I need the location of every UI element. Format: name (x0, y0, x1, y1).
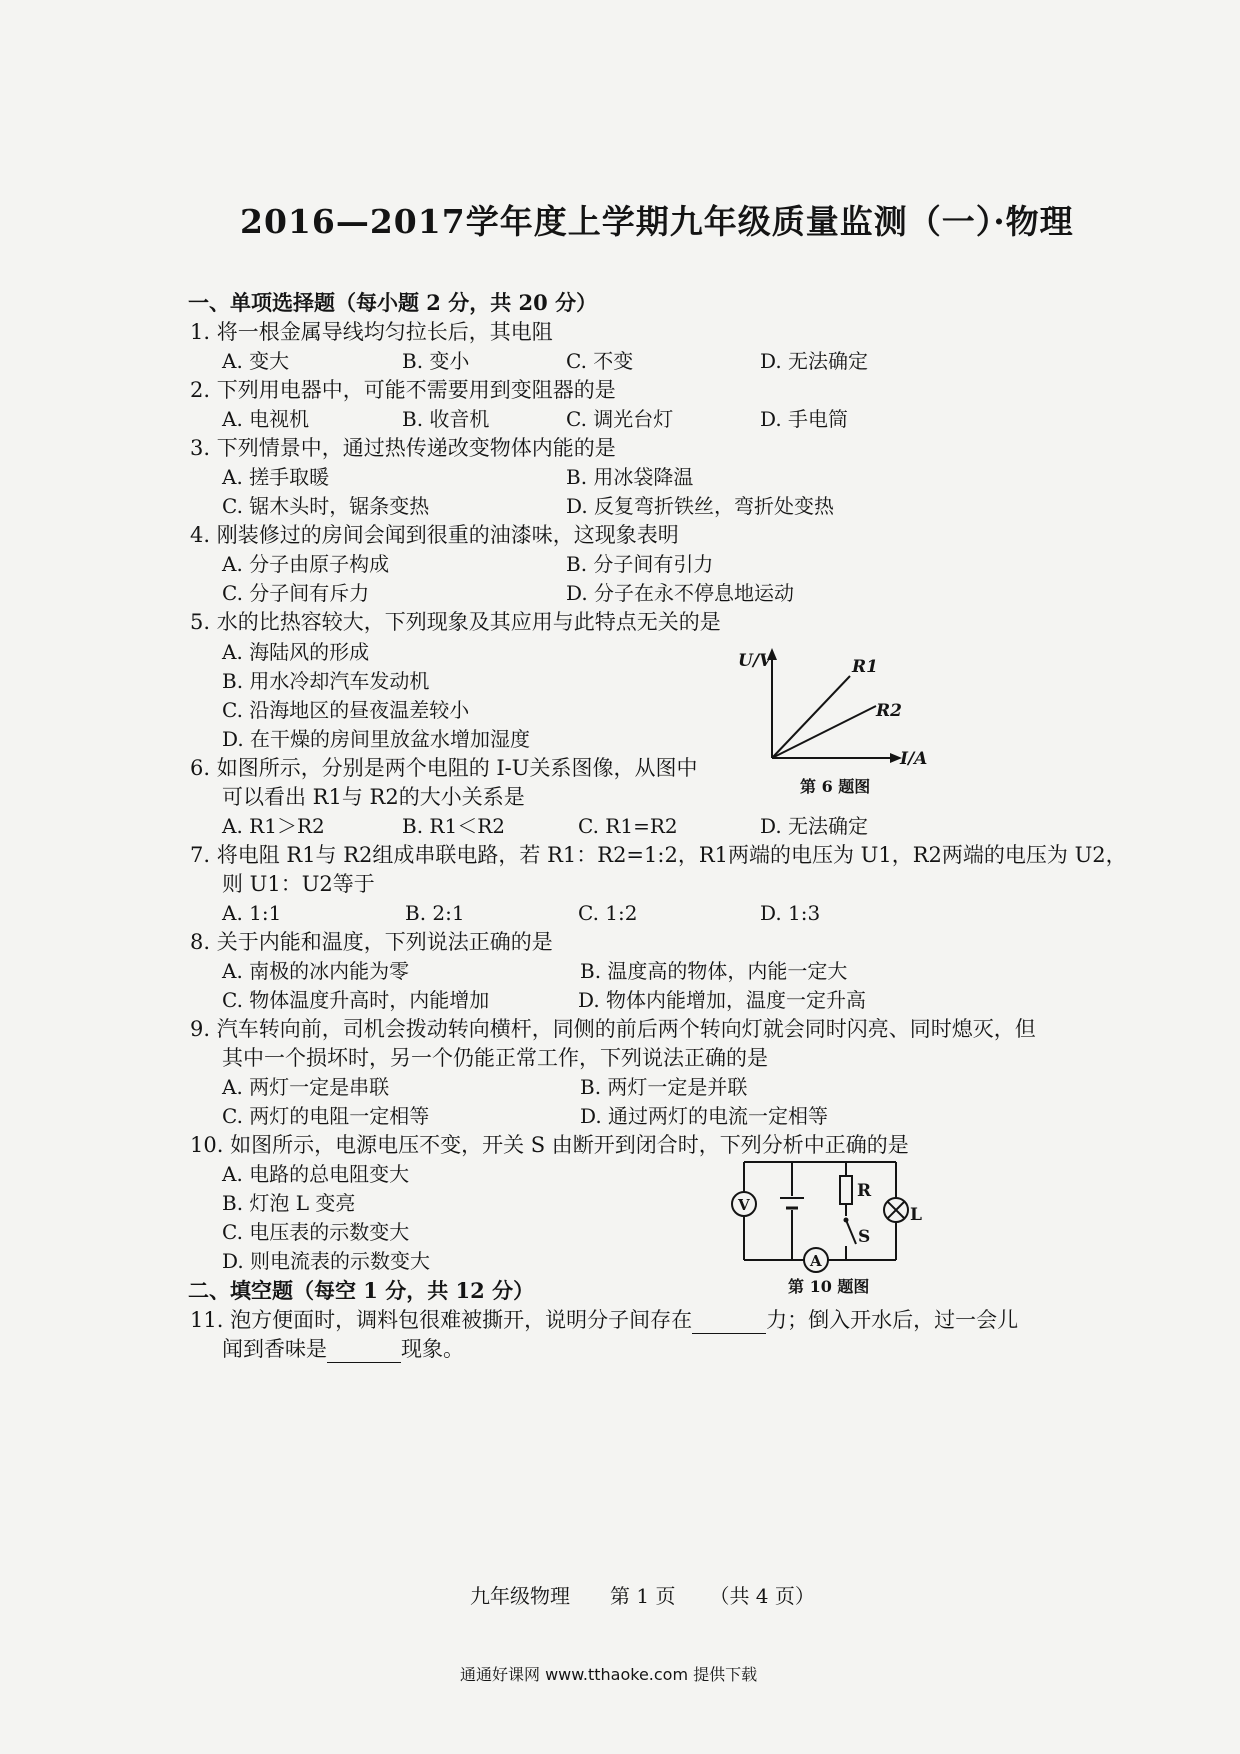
q3-stem: 3. 下列情景中，通过热传递改变物体内能的是 (190, 436, 616, 460)
q8-option-c: C. 物体温度升高时，内能增加 (222, 988, 490, 1012)
footer-page-number: 第 1 页 (610, 1584, 676, 1608)
fig10-circuit (720, 1152, 940, 1277)
q2-option-d: D. 手电筒 (760, 407, 849, 431)
q5-stem: 5. 水的比热容较大，下列现象及其应用与此特点无关的是 (190, 610, 721, 634)
q7-option-d: D. 1:3 (760, 901, 821, 925)
fig6-line-r1 (772, 676, 850, 758)
fig6-r2-label: R2 (876, 701, 902, 721)
q6-option-c: C. R1=R2 (578, 814, 678, 838)
q1-option-c: C. 不变 (566, 349, 634, 373)
exam-title: 2016—2017学年度上学期九年级质量监测（一）·物理 (240, 202, 1074, 241)
q6-stem-line2: 可以看出 R1与 R2的大小关系是 (222, 785, 525, 809)
q8-option-b: B. 温度高的物体，内能一定大 (580, 959, 848, 983)
q11-blank-2[interactable] (327, 1336, 401, 1363)
fig6-caption: 第 6 题图 (800, 777, 871, 796)
q5-option-d: D. 在干燥的房间里放盆水增加湿度 (222, 727, 531, 751)
fig10-voltmeter-label: V (738, 1196, 750, 1214)
q4-option-d: D. 分子在永不停息地运动 (566, 581, 795, 605)
q10-stem: 10. 如图所示，电源电压不变，开关 S 由断开到闭合时，下列分析中正确的是 (190, 1133, 909, 1157)
q8-stem: 8. 关于内能和温度，下列说法正确的是 (190, 930, 553, 954)
fig6-line-r2 (772, 706, 876, 758)
q2-option-c: C. 调光台灯 (566, 407, 674, 431)
q1-option-a: A. 变大 (222, 349, 290, 373)
q3-option-c: C. 锯木头时，锯条变热 (222, 494, 430, 518)
q11-text-4: 现象。 (401, 1337, 464, 1361)
footer-subject: 九年级物理 (470, 1584, 570, 1608)
q11-blank-1[interactable] (692, 1307, 766, 1334)
q4-option-c: C. 分子间有斥力 (222, 581, 370, 605)
q4-option-a: A. 分子由原子构成 (222, 552, 390, 576)
q2-option-a: A. 电视机 (222, 407, 310, 431)
q10-option-c: C. 电压表的示数变大 (222, 1220, 410, 1244)
q10-option-d: D. 则电流表的示数变大 (222, 1249, 431, 1273)
fig10-caption: 第 10 题图 (788, 1277, 870, 1296)
q7-stem-line1: 7. 将电阻 R1与 R2组成串联电路，若 R1：R2=1:2，R1两端的电压为 U1，R2两端的电压为 U2， (190, 843, 1127, 867)
q5-option-a: A. 海陆风的形成 (222, 640, 370, 664)
fig10-resistor-label: R (857, 1181, 872, 1201)
q7-option-c: C. 1:2 (578, 901, 638, 925)
q3-option-a: A. 搓手取暖 (222, 465, 330, 489)
q11-text-1: 11. 泡方便面时，调料包很难被撕开，说明分子间存在 (190, 1308, 693, 1332)
q7-option-a: A. 1:1 (222, 901, 282, 925)
footer-total-pages: （共 4 页） (709, 1584, 815, 1608)
fig6-y-label: U/V (738, 651, 773, 671)
q10-option-b: B. 灯泡 L 变亮 (222, 1191, 356, 1215)
section-2-heading: 二、填空题（每空 1 分，共 12 分） (188, 1278, 535, 1303)
q9-option-a: A. 两灯一定是串联 (222, 1075, 390, 1099)
q9-option-d: D. 通过两灯的电流一定相等 (580, 1104, 829, 1128)
q2-stem: 2. 下列用电器中，可能不需要用到变阻器的是 (190, 378, 616, 402)
q4-option-b: B. 分子间有引力 (566, 552, 714, 576)
q9-option-c: C. 两灯的电阻一定相等 (222, 1104, 430, 1128)
q7-stem-line2: 则 U1：U2等于 (222, 872, 375, 896)
q11-text-2: 力；倒入开水后，过一会儿 (766, 1308, 1019, 1332)
q9-stem-line1: 9. 汽车转向前，司机会拨动转向横杆，同侧的前后两个转向灯就会同时闪亮、同时熄灭，但 (190, 1017, 1036, 1041)
q1-option-d: D. 无法确定 (760, 349, 869, 373)
q5-option-c: C. 沿海地区的昼夜温差较小 (222, 698, 470, 722)
fig10-lamp-label: L (910, 1205, 922, 1225)
fig10-ammeter-label: A (810, 1252, 822, 1270)
q11-text-3: 闻到香味是 (222, 1337, 327, 1361)
q8-option-d: D. 物体内能增加，温度一定升高 (578, 988, 867, 1012)
fig6-x-label: I/A (900, 749, 928, 769)
q4-stem: 4. 刚装修过的房间会闻到很重的油漆味，这现象表明 (190, 523, 679, 547)
q8-option-a: A. 南极的冰内能为零 (222, 959, 410, 983)
q9-option-b: B. 两灯一定是并联 (580, 1075, 748, 1099)
q1-stem: 1. 将一根金属导线均匀拉长后，其电阻 (190, 320, 553, 344)
q11-line2 (222, 1336, 464, 1363)
q6-option-d: D. 无法确定 (760, 814, 869, 838)
q11-line1 (190, 1307, 1018, 1334)
fig10-resistor-icon (840, 1176, 852, 1204)
section-1-heading: 一、单项选择题（每小题 2 分，共 20 分） (188, 290, 598, 315)
q6-option-a: A. R1＞R2 (222, 814, 325, 838)
download-watermark: 通通好课网 www.tthaoke.com 提供下载 (460, 1665, 758, 1684)
q5-option-b: B. 用水冷却汽车发动机 (222, 669, 430, 693)
fig10-switch-label: S (858, 1227, 871, 1247)
q7-option-b: B. 2:1 (405, 901, 465, 925)
page-footer (470, 1580, 815, 1609)
fig6-r1-label: R1 (852, 657, 878, 677)
q3-option-b: B. 用冰袋降温 (566, 465, 694, 489)
q6-stem-line1: 6. 如图所示，分别是两个电阻的 I-U关系图像，从图中 (190, 756, 698, 780)
q1-option-b: B. 变小 (402, 349, 470, 373)
q2-option-b: B. 收音机 (402, 407, 490, 431)
q6-option-b: B. R1＜R2 (402, 814, 505, 838)
q3-option-d: D. 反复弯折铁丝，弯折处变热 (566, 494, 835, 518)
q9-stem-line2: 其中一个损坏时，另一个仍能正常工作，下列说法正确的是 (222, 1046, 768, 1070)
q10-option-a: A. 电路的总电阻变大 (222, 1162, 410, 1186)
